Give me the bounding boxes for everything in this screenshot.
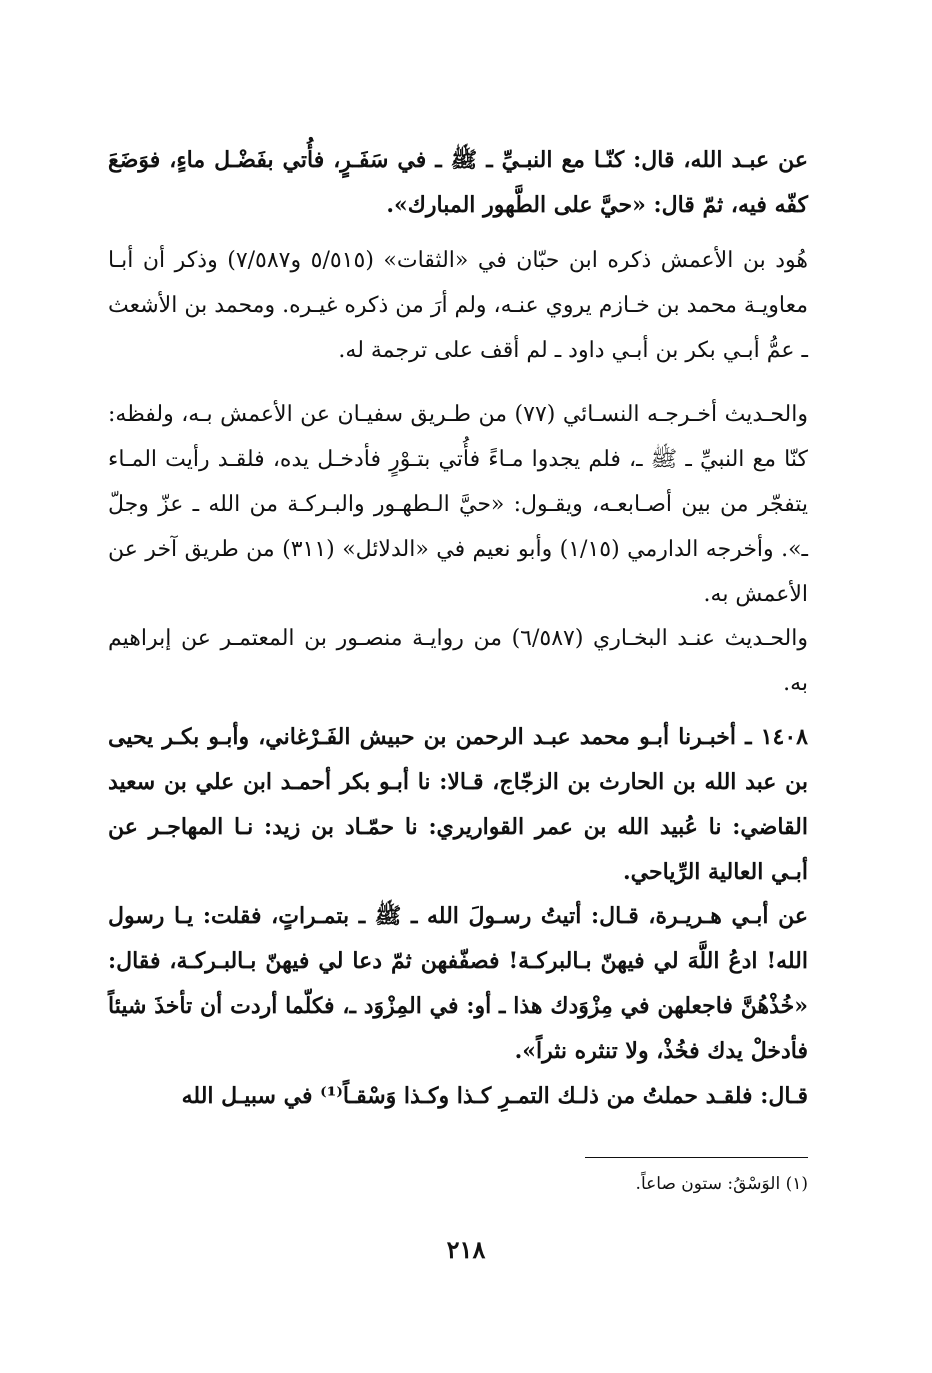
hadith-text-paragraph: عن أبـي هـريـرة، قـال: أتيتُ رسـولَ الله ـ ﷺ ـ بتمـراتٍ، فقلت: يـا رسول الله! ادعُ اللَّهَ لي فيهنّ بـالبركـة! فصفّفهن ثمّ دعا لي فيهنّ بـالبـركـة، فقال: «خُذْهُنَّ فاجعلهن في مِزْوَدك هذا ـ أو: في المِزْوَد ـ، فكلّما أردت أن تأخذَ شيئاً فأدخلْ يدك فخُذْ، ولا تنثره نثراً». bbox=[108, 903, 808, 1064]
hadith-text-paragraph: عن عبـد الله، قال: كنّـا مع النبـيِّ ـ ﷺ ـ في سَفَـرٍ، فأُتي بفَضْـل ماءٍ، فوَضَعَ كفّه فيه، ثمّ قال: «حيَّ على الطَّهور المبارك». bbox=[108, 147, 808, 218]
commentary-paragraph: والحـديث عنـد البخـاري (٦/٥٨٧) من روايـة منصـور بن المعتمـر عن إبراهيم به. bbox=[108, 626, 809, 696]
footnote: (١) الوَسْقُ: ستون صاعاً. bbox=[635, 1174, 808, 1194]
footnote-divider bbox=[585, 1157, 808, 1158]
commentary-paragraph: هُود بن الأعمش ذكره ابن حبّان في «الثقات» (٥/٥١٥ و٧/٥٨٧) وذكر أن أبـا معاويـة محمد بن خـازم يروي عنـه، ولم أرَ من ذكره غيـره. ومحمد بن الأشعث ـ عمُّ أبـي بكر بن أبـي داود ـ لم أقف على ترجمة له. bbox=[108, 248, 808, 363]
page-number: ٢١٨ bbox=[446, 1235, 486, 1264]
hadith-chain-paragraph: ١٤٠٨ ـ أخبـرنا أبـو محمد عبـد الرحمن بن حبيش الفَـرْغاني، وأبـو بكـر يحيى بن عبد الله بن الحارث بن الزجّاج، قـالا: نا أبـو بكر أحمـد ابن علي بن سعيد القاضي: نا عُبيد الله بن عمر القواريري: نا حمّـاد بن زيد: نـا المهاجـر عن أبـي العالية الرِّياحي. bbox=[108, 724, 808, 885]
commentary-paragraph: والحـديث أخـرجـه النسـائي (٧٧) من طـريق سفيـان عن الأعمش بـه، ولفظه: كنّا مع النبيِّ ـ ﷺ ـ، فلم يجدوا مـاءً فأُتي بتـوْرٍ فأدخـل يده، فلقـد رأيت المـاء يتفجّر من بين أصـابعـه، ويقـول: «حيَّ الـطهـور والبـركـة من الله ـ عزّ وجلّ ـ». وأخرجه الدارمي (١/١٥) وأبو نعيم في «الدلائل» (٣١١) من طريق آخر عن الأعمش به. bbox=[108, 402, 808, 607]
hadith-text-paragraph: قـال: فلقـد حملتُ من ذلـك التمـرِ كـذا وكـذا وَسْقـاً⁽¹⁾ في سبيـل الله bbox=[181, 1083, 808, 1109]
